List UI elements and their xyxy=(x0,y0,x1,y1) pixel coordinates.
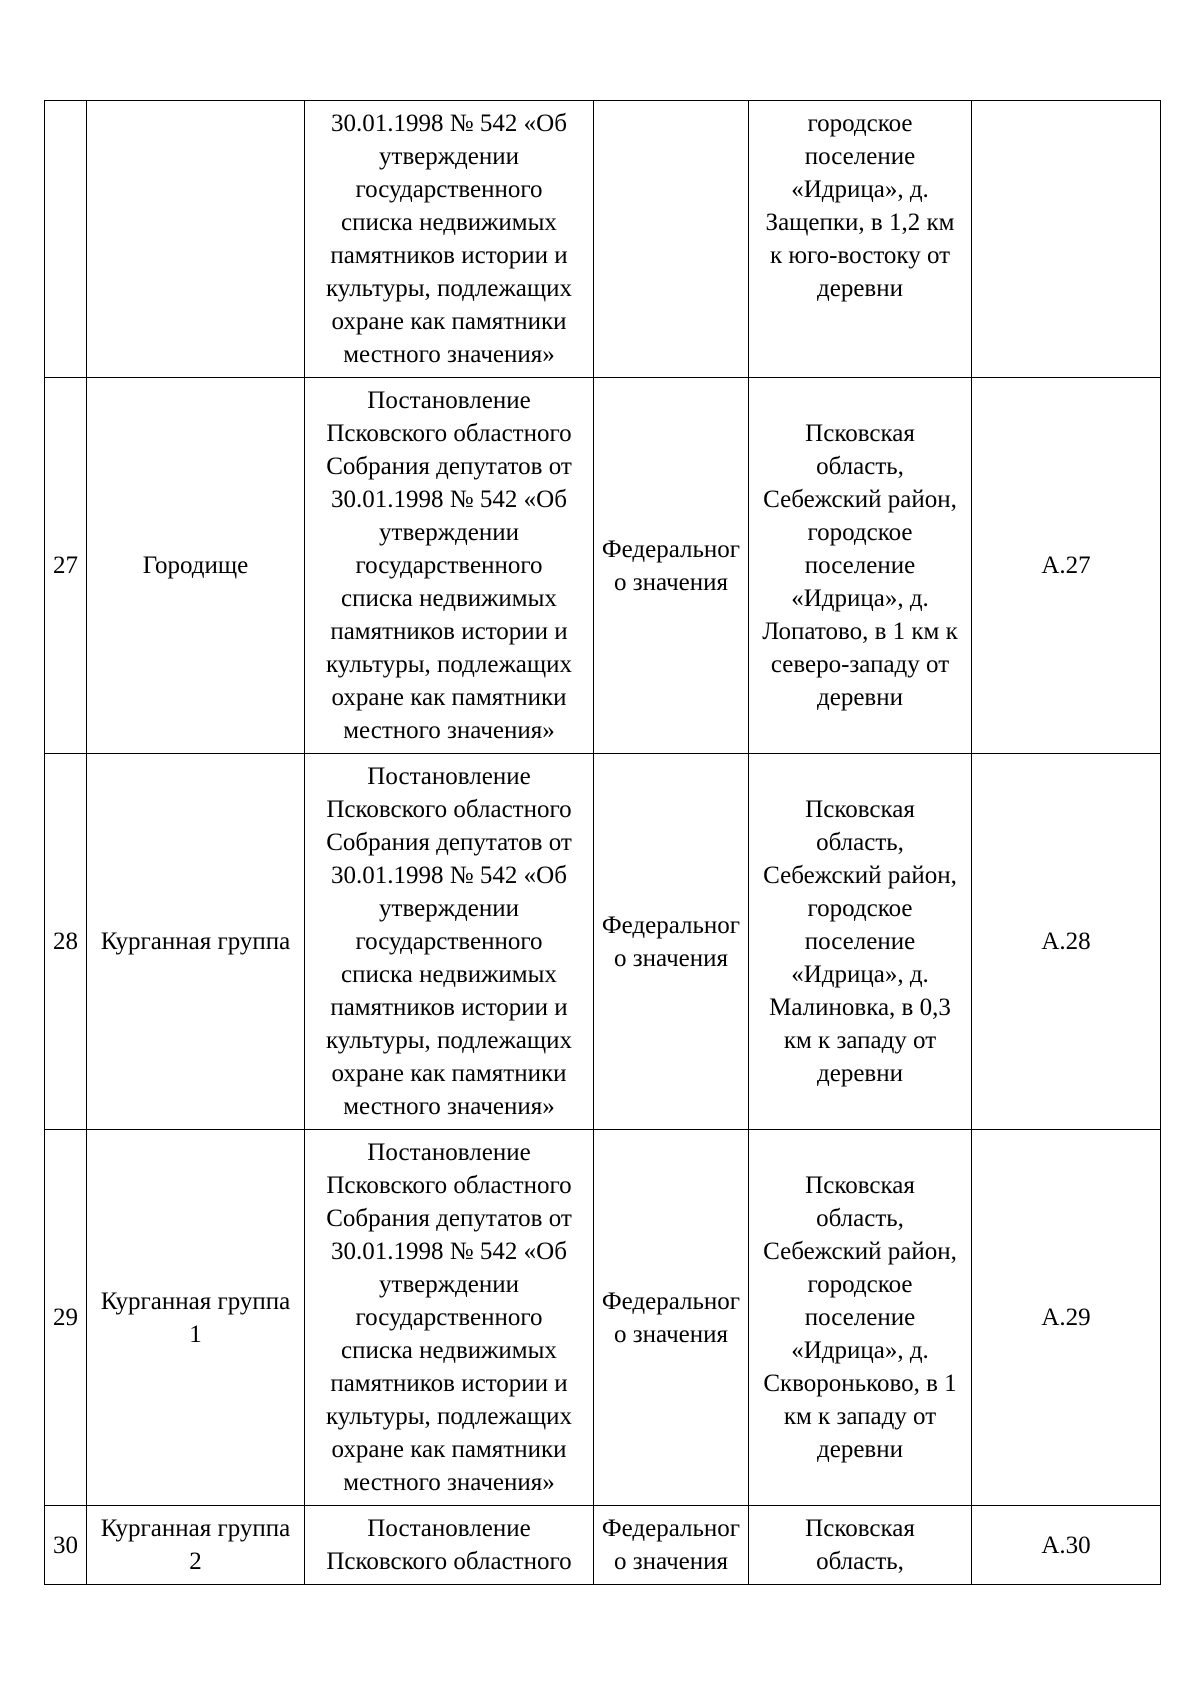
object-location: Псковская область, Себежский район, городское поселение «Идрица», д. Лопатово, в 1 км к северо-западу от деревни xyxy=(749,378,972,754)
object-name: Курганная группа xyxy=(87,754,305,1130)
protection-category: Федеральног о значения xyxy=(594,754,749,1130)
row-number: 27 xyxy=(45,378,87,754)
legal-basis: Постановление Псковского областного Собрания депутатов от 30.01.1998 № 542 «Об утверждении государственного списка недвижимых памятников истории и культуры, подлежащих охране как памятники местного значения» xyxy=(305,378,594,754)
object-name xyxy=(87,101,305,378)
object-code: А.30 xyxy=(972,1506,1161,1585)
protection-category: Федеральног о значения xyxy=(594,378,749,754)
protection-category: Федеральног о значения xyxy=(594,1506,749,1585)
object-code: А.27 xyxy=(972,378,1161,754)
legal-basis: 30.01.1998 № 542 «Об утверждении государственного списка недвижимых памятников истории и культуры, подлежащих охране как памятники местного значения» xyxy=(305,101,594,378)
object-location: Псковская область, xyxy=(749,1506,972,1585)
object-name: Курганная группа 2 xyxy=(87,1506,305,1585)
row-number xyxy=(45,101,87,378)
legal-basis: Постановление Псковского областного Собрания депутатов от 30.01.1998 № 542 «Об утверждении государственного списка недвижимых памятников истории и культуры, подлежащих охране как памятники местного значения» xyxy=(305,754,594,1130)
object-location: Псковская область, Себежский район, городское поселение «Идрица», д. Сквороньково, в 1 км к западу от деревни xyxy=(749,1130,972,1506)
table-row xyxy=(45,101,1161,378)
object-location: Псковская область, Себежский район, городское поселение «Идрица», д. Малиновка, в 0,3 км к западу от деревни xyxy=(749,754,972,1130)
table-row xyxy=(45,754,1161,1130)
table-row xyxy=(45,1130,1161,1506)
legal-basis: Постановление Псковского областного xyxy=(305,1506,594,1585)
row-number: 30 xyxy=(45,1506,87,1585)
object-code: А.29 xyxy=(972,1130,1161,1506)
object-code xyxy=(972,101,1161,378)
object-code: А.28 xyxy=(972,754,1161,1130)
heritage-objects-table xyxy=(44,100,1161,1585)
legal-basis: Постановление Псковского областного Собрания депутатов от 30.01.1998 № 542 «Об утверждении государственного списка недвижимых памятников истории и культуры, подлежащих охране как памятники местного значения» xyxy=(305,1130,594,1506)
object-location: городское поселение «Идрица», д. Защепки, в 1,2 км к юго-востоку от деревни xyxy=(749,101,972,378)
protection-category xyxy=(594,101,749,378)
protection-category: Федеральног о значения xyxy=(594,1130,749,1506)
object-name: Городище xyxy=(87,378,305,754)
table-row xyxy=(45,1506,1161,1585)
row-number: 28 xyxy=(45,754,87,1130)
row-number: 29 xyxy=(45,1130,87,1506)
table-row xyxy=(45,378,1161,754)
object-name: Курганная группа 1 xyxy=(87,1130,305,1506)
